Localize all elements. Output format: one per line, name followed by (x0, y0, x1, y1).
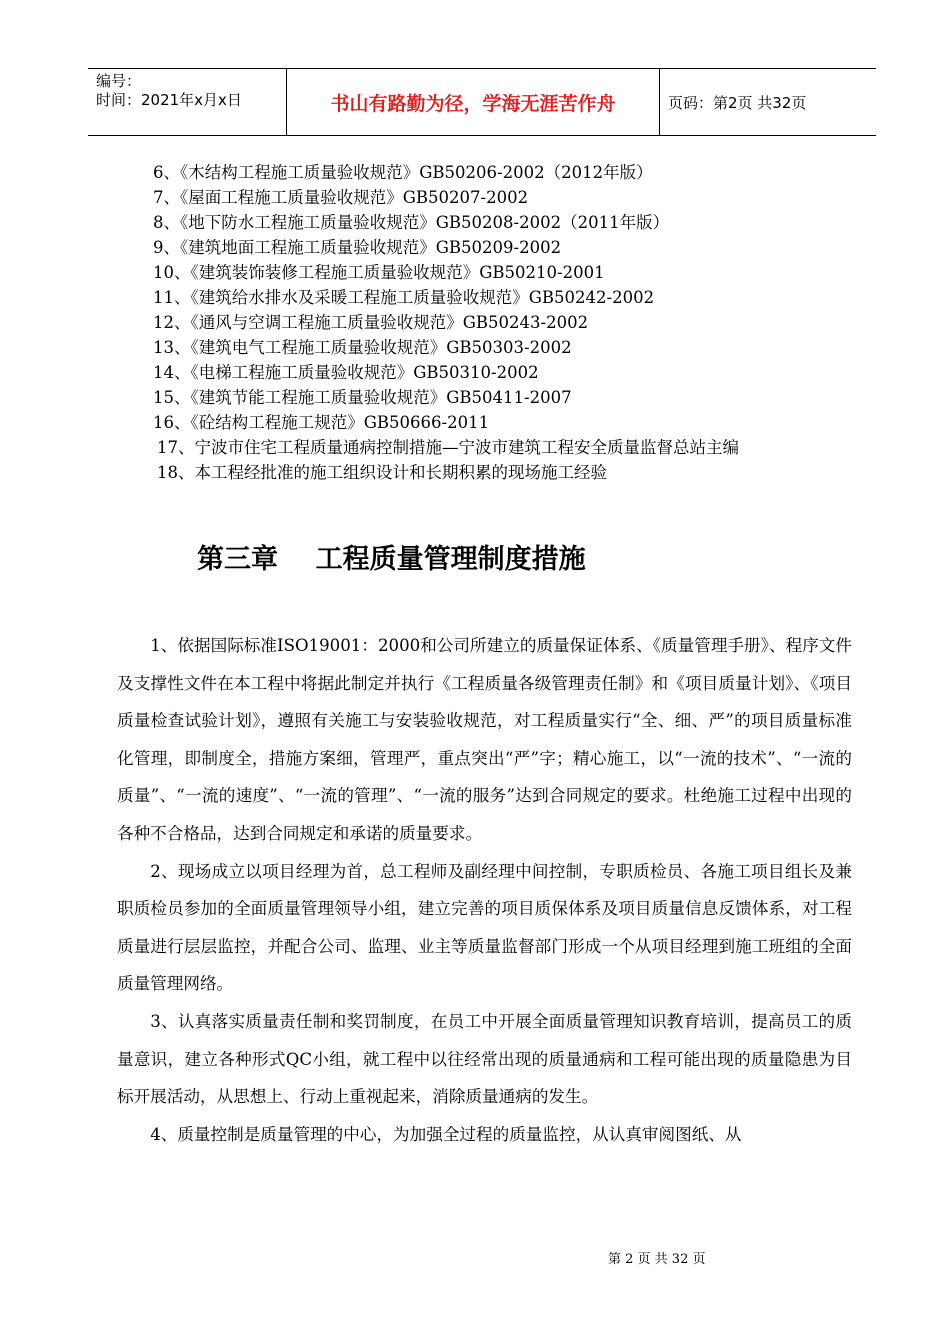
page-footer: 第 2 页 共 32 页 (608, 1252, 706, 1267)
reference-item: 14、《电梯工程施工质量验收规范》GB50310-2002 (153, 363, 539, 382)
reference-item: 9、《建筑地面工程施工质量验收规范》GB50209-2002 (153, 238, 562, 257)
number-label: 编号： (96, 72, 142, 90)
reference-item: 7、《屋面工程施工质量验收规范》GB50207-2002 (153, 188, 529, 207)
reference-item: 12、《通风与空调工程施工质量验收规范》GB50243-2002 (153, 313, 589, 332)
reference-item: 18、本工程经批准的施工组织设计和长期积累的现场施工经验 (157, 463, 607, 482)
paragraph: 3、认真落实质量责任制和奖罚制度，在员工中开展全面质量管理知识教育培训，提高员工的质量意识，建立各种形式QC小组，就工程中以往经常出现的质量通病和工程可能出现的质量隐患为目标开展活动，从思想上、行动上重视起来，消除质量通病的发生。 (117, 1011, 852, 1107)
reference-item: 17、宁波市住宅工程质量通病控制措施—宁波市建筑工程安全质量监督总站主编 (157, 438, 739, 457)
reference-item: 16、《砼结构工程施工规范》GB50666-2011 (153, 413, 490, 432)
chapter-title: 第三章 工程质量管理制度措施 (197, 544, 586, 575)
header-page-info: 页码：第2页 共32页 (668, 93, 807, 112)
paragraph: 1、依据国际标准ISO19001：2000和公司所建立的质量保证体系、《质量管理手册》、程序文件及支撑性文件在本工程中将据此制定并执行《工程质量各级管理责任制》和《项目质量计划》、《项目质量检查试验计划》，遵照有关施工与安装验收规范，对工程质量实行“全、细、严”的项目质量标准化管理，即制度全，措施方案细，管理严，重点突出“严”字；精心施工，以“一流的技术”、“一流的质量”、“一流的速度”、“一流的管理”、“一流的服务”达到合同规定的要求。杜绝施工过程中出现的各种不合格品，达到合同规定和承诺的质量要求。 (117, 636, 852, 843)
paragraph: 2、现场成立以项目经理为首，总工程师及副经理中间控制，专职质检员、各施工项目组长及兼职质检员参加的全面质量管理领导小组，建立完善的项目质保体系及项目质量信息反馈体系，对工程质量进行层层监控，并配合公司、监理、业主等质量监督部门形成一个从项目经理到施工班组的全面质量管理网络。 (117, 861, 852, 994)
time-label: 时间：2021年x月x日 (96, 91, 242, 109)
chapter-body (117, 627, 852, 1153)
reference-item: 15、《建筑节能工程施工质量验收规范》GB50411-2007 (153, 388, 572, 407)
header-meta (88, 69, 287, 135)
page-header (88, 68, 876, 136)
reference-item: 8、《地下防水工程施工质量验收规范》GB50208-2002（2011年版） (153, 213, 670, 232)
reference-item: 13、《建筑电气工程施工质量验收规范》GB50303-2002 (153, 338, 572, 357)
paragraph: 4、质量控制是质量管理的中心，为加强全过程的质量监控，从认真审阅图纸、从 (150, 1124, 742, 1144)
reference-item: 11、《建筑给水排水及采暖工程施工质量验收规范》GB50242-2002 (153, 288, 655, 307)
header-motto: 书山有路勤为径，学海无涯苦作舟 (287, 69, 660, 135)
reference-item: 6、《木结构工程施工质量验收规范》GB50206-2002（2012年版） (153, 163, 653, 182)
reference-list (153, 160, 739, 485)
reference-item: 10、《建筑装饰装修工程施工质量验收规范》GB50210-2001 (153, 263, 605, 282)
